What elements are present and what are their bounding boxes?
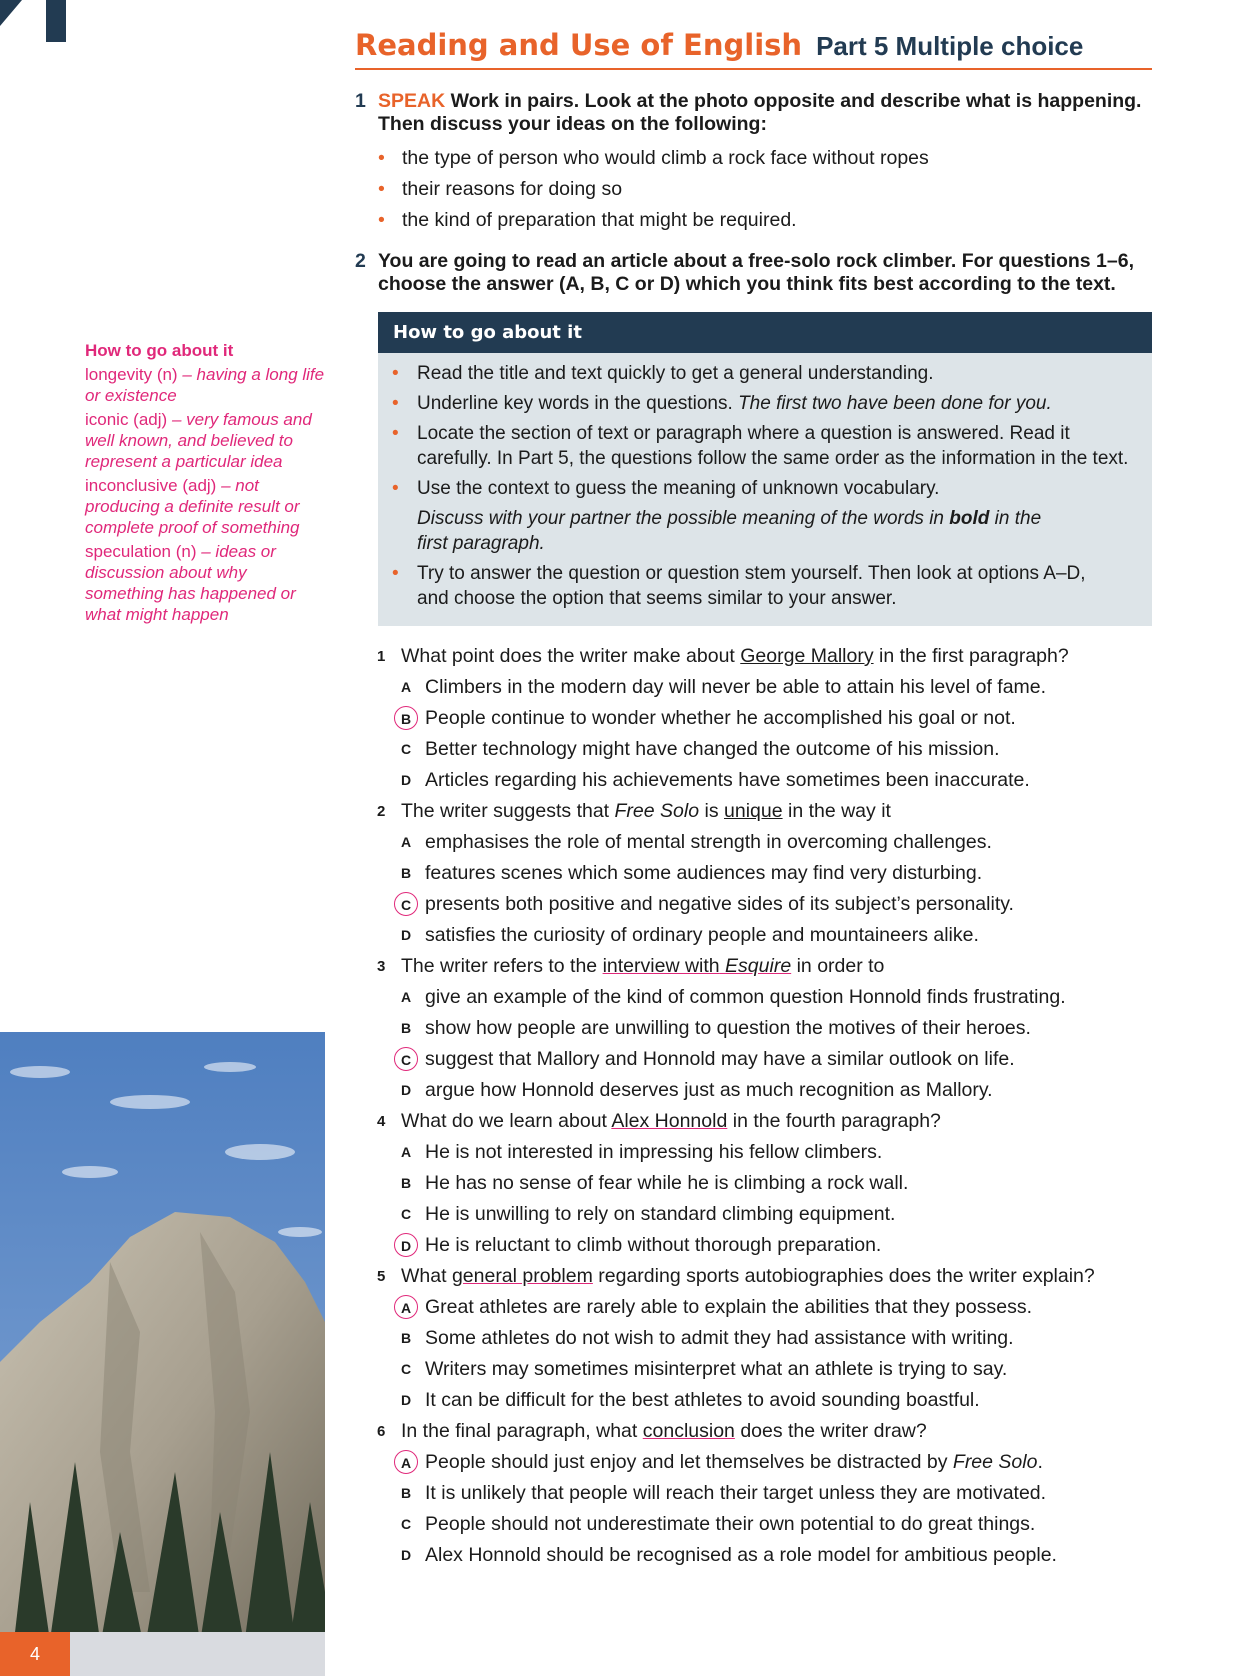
option-6d[interactable]: D Alex Honnold should be recognised as a role model for ambitious people. bbox=[400, 1544, 1057, 1566]
bullet-icon: • bbox=[392, 363, 399, 384]
option-1b[interactable]: B People continue to wonder whether he accomplished his goal or not. bbox=[377, 707, 1157, 738]
questions-list bbox=[377, 645, 1157, 1575]
option-3c[interactable]: C suggest that Mallory and Honnold may have a similar outlook on life. bbox=[377, 1048, 1157, 1079]
howto-item: • Locate the section of text or paragraph where a question is answered. Read it carefully. In Part 5, the questions follow the same order as the information in the text. bbox=[392, 423, 1129, 469]
option-5d[interactable]: D It can be difficult for the best athletes to avoid sounding boastful. bbox=[400, 1389, 980, 1411]
bullet-icon: • bbox=[378, 178, 385, 200]
underlined-keyword: interview with Esquire bbox=[602, 955, 792, 977]
option-5a[interactable]: A Great athletes are rarely able to explain the abilities that they possess. bbox=[377, 1296, 1157, 1327]
question-2: 2 The writer suggests that Free Solo is unique in the way it bbox=[377, 800, 891, 822]
underlined-keyword: Alex Honnold bbox=[611, 1110, 728, 1132]
bullet-item: • the type of person who would climb a rock face without ropes bbox=[378, 147, 929, 169]
option-3b[interactable]: B show how people are unwilling to question the motives of their heroes. bbox=[400, 1017, 1031, 1039]
corner-decoration bbox=[0, 0, 70, 42]
howto-item: • Underline key words in the questions. The first two have been done for you. bbox=[392, 393, 1052, 414]
option-6b[interactable]: B It is unlikely that people will reach their target unless they are motivated. bbox=[400, 1482, 1047, 1504]
bullet-icon: • bbox=[392, 563, 399, 584]
answer-circle: B bbox=[394, 706, 418, 730]
bullet-icon: • bbox=[392, 478, 399, 499]
question-4: 4 What do we learn about Alex Honnold in the fourth paragraph? bbox=[377, 1110, 941, 1132]
howto-box bbox=[378, 353, 1152, 626]
speak-label: SPEAK bbox=[378, 90, 446, 112]
option-2a[interactable]: A emphasises the role of mental strength in overcoming challenges. bbox=[400, 831, 992, 853]
underlined-keyword: George Mallory bbox=[740, 645, 874, 667]
howto-item: • Read the title and text quickly to get a general understanding. bbox=[392, 363, 934, 384]
howto-box-header: How to go about it bbox=[378, 312, 1152, 353]
option-5b[interactable]: B Some athletes do not wish to admit they had assistance with writing. bbox=[400, 1327, 1014, 1349]
underlined-keyword: unique bbox=[724, 800, 783, 822]
answer-circle: C bbox=[394, 1047, 418, 1071]
task-number: 1 bbox=[355, 90, 366, 112]
option-2c[interactable]: C presents both positive and negative sides of its subject’s personality. bbox=[377, 893, 1157, 924]
option-4b[interactable]: B He has no sense of fear while he is climbing a rock wall. bbox=[400, 1172, 909, 1194]
option-6a[interactable]: A People should just enjoy and let themselves be distracted by Free Solo. bbox=[377, 1451, 1157, 1482]
option-4d[interactable]: D He is reluctant to climb without thorough preparation. bbox=[377, 1234, 1157, 1265]
task-number: 2 bbox=[355, 250, 366, 272]
question-5: 5 What general problem regarding sports autobiographies does the writer explain? bbox=[377, 1265, 1095, 1287]
underlined-keyword: conclusion bbox=[642, 1420, 735, 1442]
question-6: 6 In the final paragraph, what conclusion does the writer draw? bbox=[377, 1420, 927, 1442]
answer-circle: D bbox=[394, 1233, 418, 1257]
glossary-entry: speculation (n) – ideas or discussion about why something has happened or what might happen bbox=[85, 542, 296, 624]
question-1: 1 What point does the writer make about George Mallory in the first paragraph? bbox=[377, 645, 1069, 667]
option-3d[interactable]: D argue how Honnold deserves just as much recognition as Mallory. bbox=[400, 1079, 993, 1101]
rock-face-photo bbox=[0, 1032, 325, 1676]
howto-item: • Try to answer the question or question stem yourself. Then look at options A–D, and choose the option that seems similar to your answer. bbox=[392, 563, 1086, 609]
option-6c[interactable]: C People should not underestimate their own potential to do great things. bbox=[400, 1513, 1036, 1535]
option-2d[interactable]: D satisfies the curiosity of ordinary people and mountaineers alike. bbox=[400, 924, 979, 946]
answer-circle: C bbox=[394, 892, 418, 916]
page-number: 4 bbox=[0, 1632, 70, 1676]
option-3a[interactable]: A give an example of the kind of common question Honnold finds frustrating. bbox=[400, 986, 1066, 1008]
task-1 bbox=[355, 90, 1155, 136]
glossary-entry: iconic (adj) – very famous and well known, and believed to represent a particular idea bbox=[85, 410, 312, 471]
glossary-entry: inconclusive (adj) – not producing a definite result or complete proof of something bbox=[85, 476, 300, 537]
task-1-line-1: Work in pairs. Look at the photo opposite and describe what is happening. bbox=[450, 90, 1142, 112]
underlined-keyword: general problem bbox=[451, 1265, 593, 1287]
glossary-sidebar bbox=[85, 340, 325, 625]
bullet-icon: • bbox=[378, 209, 385, 231]
task-2-line-1: You are going to read an article about a free-solo rock climber. For questions 1–6, bbox=[378, 250, 1134, 272]
bullet-item: • their reasons for doing so bbox=[378, 178, 623, 200]
option-1c[interactable]: C Better technology might have changed the outcome of his mission. bbox=[400, 738, 1000, 760]
option-4a[interactable]: A He is not interested in impressing his fellow climbers. bbox=[400, 1141, 883, 1163]
option-5c[interactable]: C Writers may sometimes misinterpret what an athlete is trying to say. bbox=[400, 1358, 1008, 1380]
glossary-entry: longevity (n) – having a long life or existence bbox=[85, 365, 325, 405]
section-title: Reading and Use of English bbox=[355, 28, 803, 62]
bullet-icon: • bbox=[392, 393, 399, 414]
bullet-icon: • bbox=[378, 147, 385, 169]
task-2 bbox=[355, 250, 1155, 296]
question-3: 3 The writer refers to the interview with Esquire in order to bbox=[377, 955, 885, 977]
answer-circle: A bbox=[394, 1450, 418, 1474]
option-1a[interactable]: A Climbers in the modern day will never be able to attain his level of fame. bbox=[400, 676, 1047, 698]
page-heading bbox=[355, 28, 1152, 70]
howto-item: • Use the context to guess the meaning of unknown vocabulary. Discuss with your partner the possible meaning of the words in bold in the first paragraph. bbox=[392, 478, 1042, 554]
part-title: Part 5 Multiple choice bbox=[816, 31, 1084, 61]
option-4c[interactable]: C He is unwilling to rely on standard climbing equipment. bbox=[400, 1203, 896, 1225]
task-1-bullets bbox=[378, 147, 1138, 240]
task-1-line-2: Then discuss your ideas on the following: bbox=[378, 113, 767, 135]
task-2-line-2: choose the answer (A, B, C or D) which you think fits best according to the text. bbox=[378, 273, 1116, 295]
option-1d[interactable]: D Articles regarding his achievements have sometimes been inaccurate. bbox=[400, 769, 1030, 791]
bullet-item: • the kind of preparation that might be required. bbox=[378, 209, 797, 231]
glossary-title: How to go about it bbox=[85, 341, 234, 360]
answer-circle: A bbox=[394, 1295, 418, 1319]
bullet-icon: • bbox=[392, 423, 399, 444]
option-2b[interactable]: B features scenes which some audiences may find very disturbing. bbox=[400, 862, 983, 884]
